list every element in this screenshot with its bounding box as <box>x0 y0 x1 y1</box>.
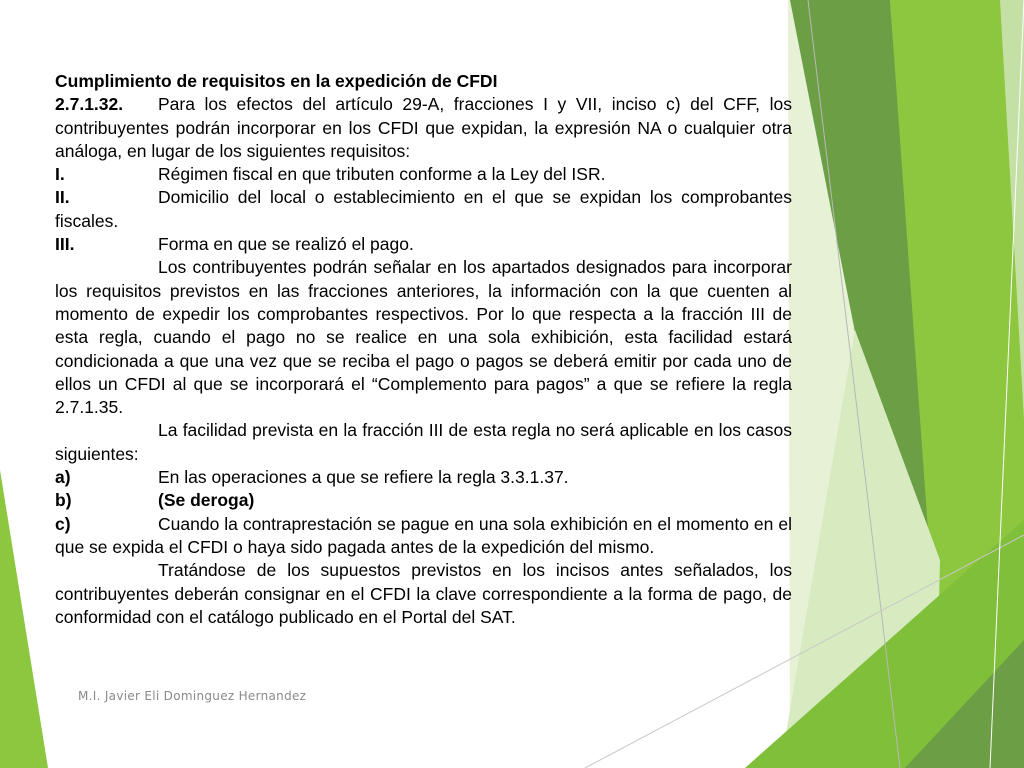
slide-footer-author: M.I. Javier Eli Dominguez Hernandez <box>78 689 307 703</box>
case-text: Cuando la contraprestación se pague en una sola exhibición en el momento en el que se expida el CFDI o haya sido pagada antes de la expedición del mismo. <box>55 513 792 557</box>
requirement-item <box>55 186 792 233</box>
case-text: En las operaciones a que se refiere la regla 3.3.1.37. <box>158 467 569 488</box>
case-item <box>55 466 792 489</box>
requirement-label: I. <box>55 164 65 185</box>
case-label: c) <box>55 513 71 534</box>
requirement-label: II. <box>55 187 70 208</box>
slide-title: Cumplimiento de requisitos en la expedición de CFDI <box>55 71 498 91</box>
left-green-shape <box>0 470 48 768</box>
rule-text: Para los efectos del artículo 29-A, fracciones I y VII, inciso c) del CFF, los contribuyentes podrán incorporar en los CFDI que expidan, la expresión NA o cualquier otra análoga, en lugar de los siguientes requisitos: <box>55 94 792 161</box>
case-text: (Se deroga) <box>158 490 255 511</box>
case-label: b) <box>55 490 72 511</box>
rule-number: 2.7.1.32. <box>55 94 124 115</box>
requirement-item <box>55 163 792 186</box>
requirement-text: Forma en que se realizó el pago. <box>158 234 414 255</box>
requirement-item <box>55 233 792 256</box>
paragraph-closing: Tratándose de los supuestos previstos en los incisos antes señalados, los contribuyentes deberán consignar en el CFDI la clave correspondiente a la forma de pago, de conformidad con el catálogo publicado en el Portal del SAT. <box>55 560 792 627</box>
slide-body <box>55 70 792 629</box>
rule-paragraph <box>55 93 792 163</box>
paragraph-exceptions: La facilidad prevista en la fracción III de esta regla no será aplicable en los casos siguientes: <box>55 420 792 464</box>
requirement-label: III. <box>55 234 75 255</box>
requirement-text: Régimen fiscal en que tributen conforme a la Ley del ISR. <box>158 164 606 185</box>
case-label: a) <box>55 467 71 488</box>
requirement-text: Domicilio del local o establecimiento en el que se expidan los comprobantes fiscales. <box>55 187 792 231</box>
paragraph-conditions: Los contribuyentes podrán señalar en los apartados designados para incorporar los requisitos previstos en las fracciones anteriores, la información con la que cuenten al momento de expedir los comprobantes respectivos. Por lo que respecta a la fracción III de esta regla, cuando el pago no se realice en una sola exhibición, esta facilidad estará condicionada a que una vez que se reciba el pago o pagos se deberá emitir por cada uno de ellos un CFDI al que se incorporará el “Complemento para pagos” a que se refiere la regla 2.7.1.35. <box>55 257 792 418</box>
case-item <box>55 489 792 512</box>
case-item <box>55 513 792 560</box>
